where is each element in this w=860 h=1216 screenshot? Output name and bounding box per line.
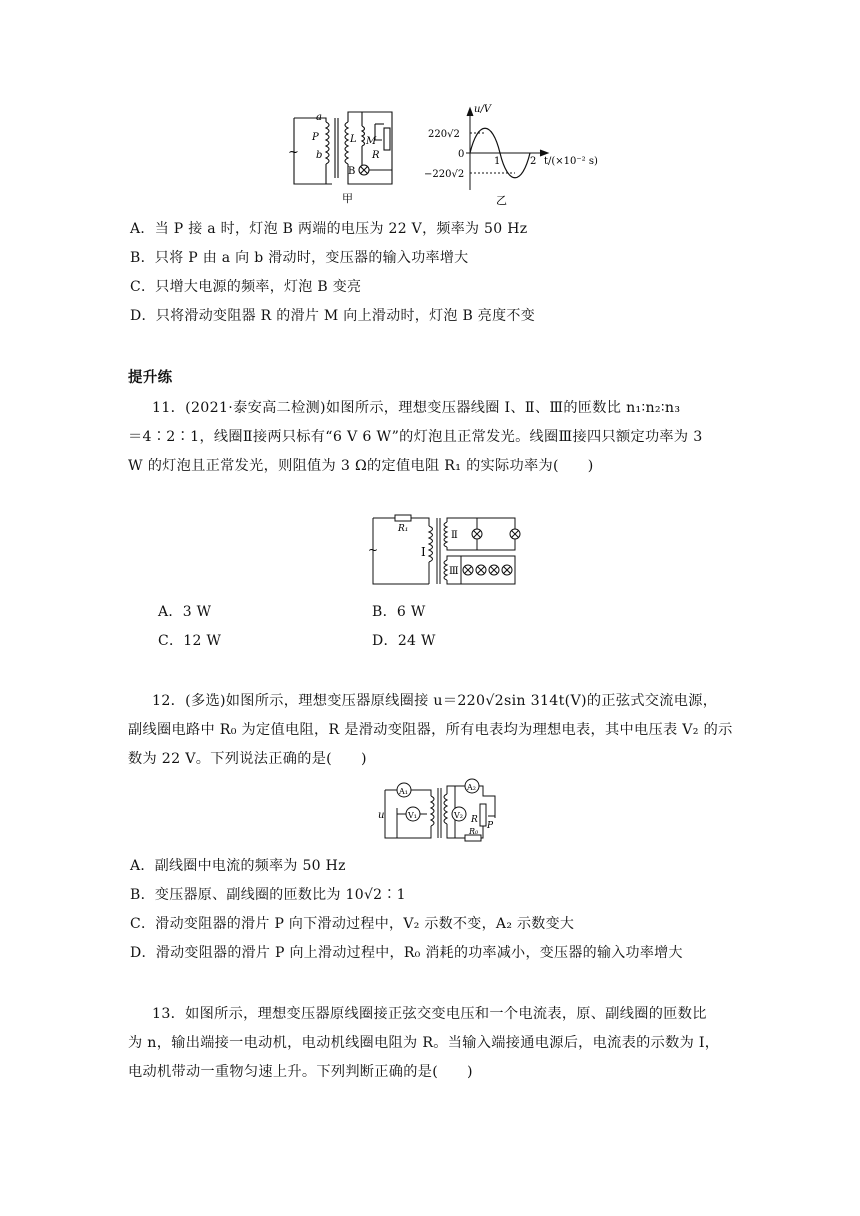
q11-stem-line-1: 11．(2021·泰安高二检测)如图所示，理想变压器线圈 Ⅰ、Ⅱ、Ⅲ的匝数比 n₁∶n₂∶n₃ xyxy=(152,400,681,416)
svg-text:1: 1 xyxy=(494,156,501,167)
q12-option-c[interactable]: C．滑动变阻器的滑片 P 向下滑动过程中，V₂ 示数不变，A₂ 示数变大 xyxy=(130,916,575,932)
svg-text:b: b xyxy=(316,150,323,161)
svg-text:V₁: V₁ xyxy=(408,811,417,820)
q12-option-a[interactable]: A．副线圈中电流的频率为 50 Hz xyxy=(130,858,346,874)
svg-text:Ⅲ: Ⅲ xyxy=(449,566,459,577)
q11-option-d[interactable]: D．24 W xyxy=(372,633,436,649)
circuit-jia xyxy=(294,112,392,184)
q11-stem-line-2: ＝4∶2∶1，线圈Ⅱ接两只标有“6 V 6 W”的灯泡且正常发光。线圈Ⅲ接四只额定功率为 3 xyxy=(128,429,703,445)
q13-stem-line-2: 为 n，输出端接一电动机，电动机线圈电阻为 R。当输入端接通电源后，电流表的示数为 I， xyxy=(128,1035,720,1051)
svg-text:R: R xyxy=(372,150,380,161)
q11-option-a[interactable]: A．3 W xyxy=(158,604,212,620)
q10-option-b[interactable]: B．只将 P 由 a 向 b 滑动时，变压器的输入功率增大 xyxy=(130,250,469,266)
svg-text:Ⅰ: Ⅰ xyxy=(421,545,426,559)
q10-option-d[interactable]: D．只将滑动变阻器 R 的滑片 M 向上滑动时，灯泡 B 亮度不变 xyxy=(130,308,535,324)
q12-circuit-figure xyxy=(375,778,525,844)
svg-text:A₂: A₂ xyxy=(467,783,476,792)
svg-text:R₀: R₀ xyxy=(469,827,479,836)
q13-stem-line-1: 13．如图所示，理想变压器原线圈接正弦交变电压和一个电流表，原、副线圈的匝数比 xyxy=(152,1006,707,1022)
q13-stem-line-3: 电动机带动一重物匀速上升。下列判断正确的是( ) xyxy=(128,1064,473,1080)
svg-text:220√2: 220√2 xyxy=(428,129,460,140)
figure-transformer-and-graph xyxy=(280,100,620,210)
q11-option-b[interactable]: B．6 W xyxy=(372,604,426,620)
svg-text:R: R xyxy=(471,815,478,825)
svg-text:u: u xyxy=(378,810,385,821)
svg-text:u/V: u/V xyxy=(474,104,492,115)
label-yi: 乙 xyxy=(496,194,507,207)
svg-text:P: P xyxy=(487,821,494,831)
svg-text:B: B xyxy=(348,166,356,177)
svg-text:−220√2: −220√2 xyxy=(424,169,465,180)
q12-option-d[interactable]: D．滑动变阻器的滑片 P 向上滑动过程中，R₀ 消耗的功率减小，变压器的输入功率增大 xyxy=(130,945,683,961)
q12-stem-line-1: 12．(多选)如图所示，理想变压器原线圈接 u＝220√2sin 314t(V)的正弦式交流电源， xyxy=(152,693,718,709)
source-symbol: ~ xyxy=(288,145,299,160)
svg-text:L: L xyxy=(350,134,357,145)
section-heading: 提升练 xyxy=(128,369,173,386)
q11-option-c[interactable]: C．12 W xyxy=(158,633,222,649)
svg-text:Ⅱ: Ⅱ xyxy=(451,530,458,541)
svg-text:V₂: V₂ xyxy=(454,811,463,820)
graph-yi xyxy=(466,108,548,190)
q11-stem-line-3: W 的灯泡且正常发光，则阻值为 3 Ω的定值电阻 R₁ 的实际功率为( ) xyxy=(128,458,594,474)
svg-text:M: M xyxy=(366,136,377,147)
q10-option-a[interactable]: A．当 P 接 a 时，灯泡 B 两端的电压为 22 V，频率为 50 Hz xyxy=(130,221,528,237)
svg-text:~: ~ xyxy=(368,543,379,557)
svg-text:0: 0 xyxy=(458,149,465,160)
q12-option-b[interactable]: B．变压器原、副线圈的匝数比为 10√2∶1 xyxy=(130,887,406,903)
svg-text:a: a xyxy=(316,112,322,123)
q11-circuit-figure xyxy=(365,512,525,590)
q10-option-c[interactable]: C．只增大电源的频率，灯泡 B 变亮 xyxy=(130,279,362,295)
svg-text:t/(×10⁻² s): t/(×10⁻² s) xyxy=(544,156,598,167)
q12-stem-line-3: 数为 22 V。下列说法正确的是( ) xyxy=(128,751,367,767)
label-jia: 甲 xyxy=(342,192,353,205)
q12-stem-line-2: 副线圈电路中 R₀ 为定值电阻，R 是滑动变阻器，所有电表均为理想电表，其中电压表 V₂ 的示 xyxy=(128,722,733,738)
svg-text:R₁: R₁ xyxy=(398,524,409,534)
svg-text:A₁: A₁ xyxy=(399,787,408,796)
svg-text:P: P xyxy=(312,132,319,143)
svg-text:2: 2 xyxy=(530,156,537,167)
